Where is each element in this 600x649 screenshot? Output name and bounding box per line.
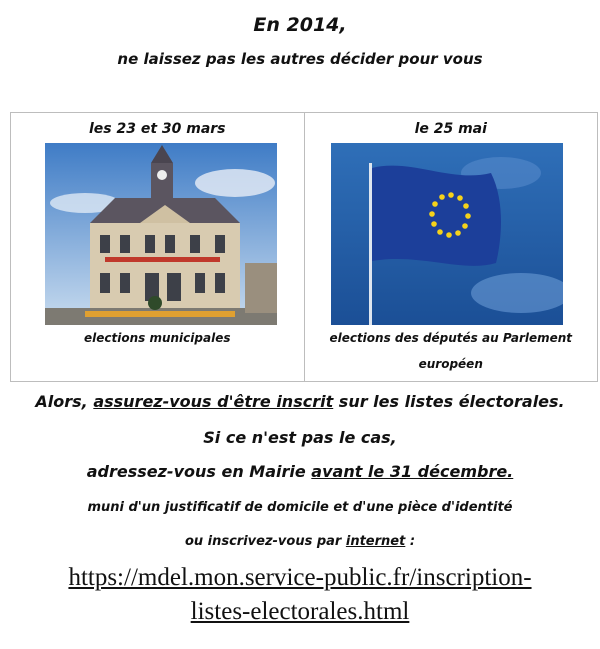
internet-word: internet: [345, 534, 406, 549]
mairie-lead: adressez-vous en Mairie: [86, 462, 306, 481]
panel-european: [304, 113, 598, 381]
internet-line: [0, 534, 600, 549]
deadline: avant le 31 décembre.: [311, 462, 514, 481]
register-line: [0, 392, 600, 411]
registration-link-line2[interactable]: listes-electorales.html: [190, 598, 410, 625]
if-not-line: Si ce n'est pas le cas,: [203, 428, 397, 447]
register-emphasis: assurez-vous d'être inscrit: [93, 392, 334, 411]
register-tail: sur les listes électorales.: [338, 392, 565, 411]
internet-colon: :: [409, 534, 416, 549]
mairie-line: [0, 462, 600, 481]
municipal-date: les 23 et 30 mars: [88, 121, 226, 137]
eu-flag-photo: [331, 143, 563, 325]
panel-municipal: [11, 113, 304, 381]
headline-subtitle: ne laissez pas les autres décider pour vous: [117, 50, 483, 68]
register-lead: Alors,: [35, 392, 88, 411]
internet-lead: ou inscrivez-vous par: [184, 534, 342, 549]
european-date: le 25 mai: [414, 121, 487, 137]
european-caption-line1: elections des députés au Parlement: [329, 331, 573, 345]
municipal-caption: elections municipales: [84, 331, 231, 345]
town-hall-photo: [45, 143, 277, 325]
european-caption-line2: européen: [418, 357, 483, 371]
documents-line: muni d'un justificatif de domicile et d'une pièce d'identité: [87, 500, 513, 515]
registration-link-line1[interactable]: https://mdel.mon.service-public.fr/inscription-: [68, 564, 532, 591]
headline-year: En 2014,: [253, 14, 347, 36]
election-panels: [10, 112, 598, 382]
